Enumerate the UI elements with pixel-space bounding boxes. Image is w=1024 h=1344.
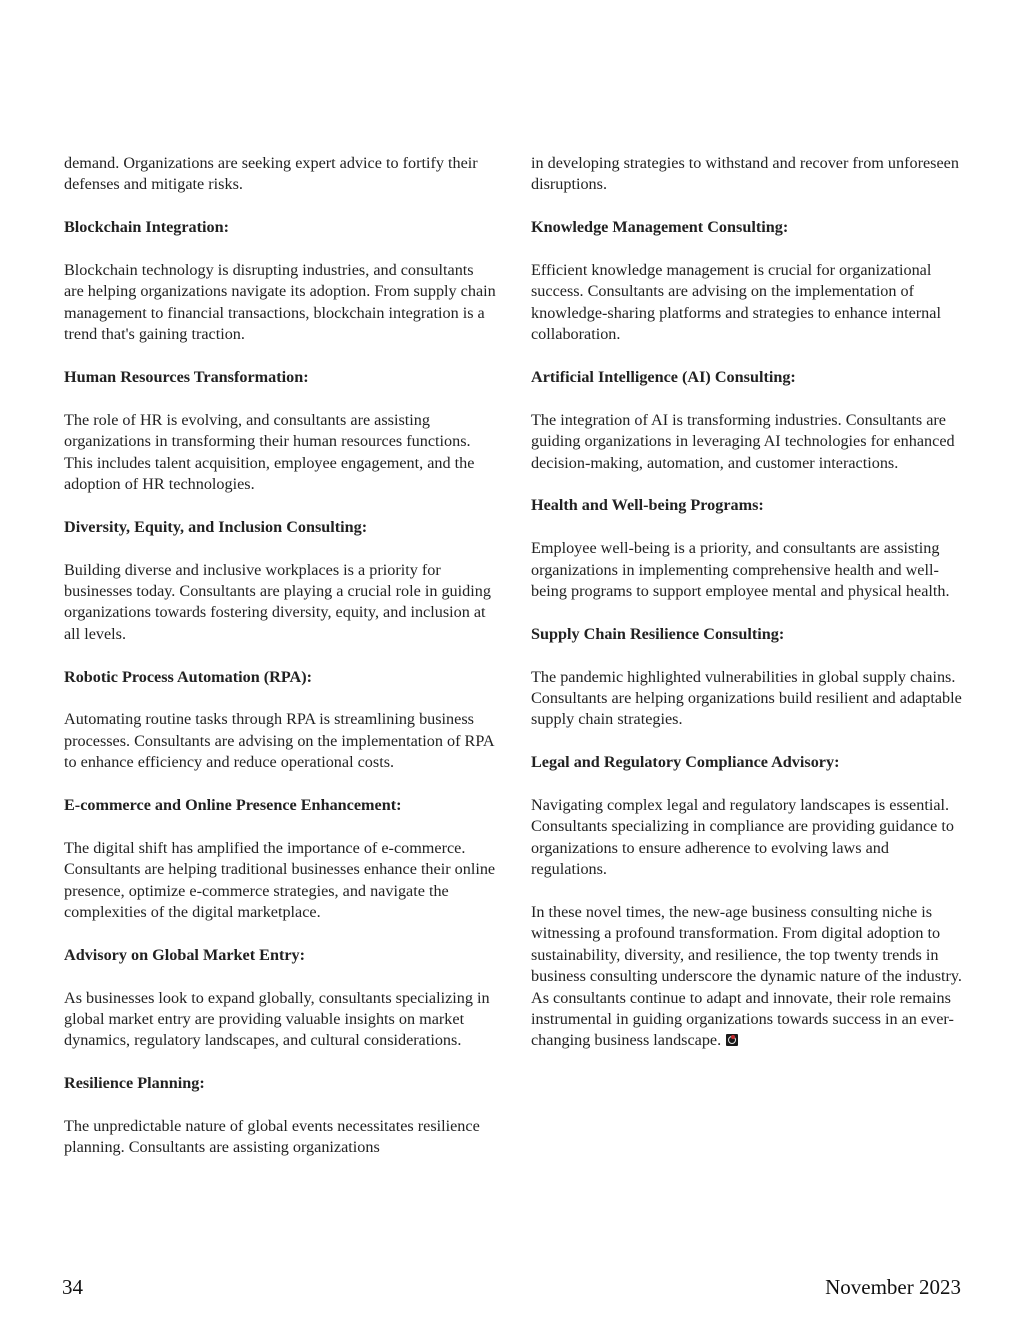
section-heading-rpa: Robotic Process Automation (RPA): <box>64 667 313 686</box>
section-heading-hr: Human Resources Transformation: <box>64 368 309 387</box>
issue-date: November 2023 <box>825 1275 961 1299</box>
section-body-resilience: The unpredictable nature of global events necessitates resilience planning. Consultants are assisting organizations <box>64 1117 480 1157</box>
section-body-knowledge: Efficient knowledge management is crucial for organizational success. Consultants are advising on the implementation of knowledge-sharing platforms and strategies to enhance internal collaboration. <box>531 261 941 344</box>
section-heading-legal: Legal and Regulatory Compliance Advisory: <box>531 753 840 772</box>
paragraph: in developing strategies to withstand and recover from unforeseen disruptions. <box>531 154 959 194</box>
article-end-icon <box>726 1034 738 1046</box>
section-heading-blockchain: Blockchain Integration: <box>64 218 230 237</box>
section-heading-dei: Diversity, Equity, and Inclusion Consulting: <box>64 517 368 536</box>
right-column <box>531 153 963 1073</box>
section-heading-resilience: Resilience Planning: <box>64 1074 205 1093</box>
section-body-health: Employee well-being is a priority, and consultants are assisting organizations in implementing comprehensive health and well-being programs to support employee mental and physical health. <box>531 539 950 601</box>
section-heading-health: Health and Well-being Programs: <box>531 496 764 515</box>
section-heading-knowledge: Knowledge Management Consulting: <box>531 218 789 237</box>
conclusion-text: In these novel times, the new-age business consulting niche is witnessing a profound transformation. From digital adoption to sustainability, diversity, and resilience, the top twenty trends in business consulting underscore the dynamic nature of the industry. As consultants continue to adapt and innovate, their role remains instrumental in guiding organizations towards success in an ever-changing business landscape. <box>531 903 962 1050</box>
section-body-supply-chain: The pandemic highlighted vulnerabilities in global supply chains. Consultants are helping organizations build resilient and adaptable supply chain strategies. <box>531 667 962 729</box>
conclusion-paragraph <box>531 902 963 1052</box>
paragraph: demand. Organizations are seeking expert advice to fortify their defenses and mitigate risks. <box>64 154 478 194</box>
section-body-global-market: As businesses look to expand globally, consultants specializing in global market entry are providing valuable insights on market dynamics, regulatory landscapes, and cultural considerations. <box>64 988 490 1050</box>
section-body-dei: Building diverse and inclusive workplaces is a priority for businesses today. Consultants are playing a crucial role in guiding organizations towards fostering diversity, equity, and inclusion at all levels. <box>64 560 491 643</box>
left-column <box>64 153 496 1180</box>
page-number: 34 <box>62 1275 83 1299</box>
section-heading-supply-chain: Supply Chain Resilience Consulting: <box>531 624 785 643</box>
section-body-ecommerce: The digital shift has amplified the importance of e-commerce. Consultants are helping traditional businesses enhance their online presence, optimize e-commerce strategies, and navigate the complexities of the digital marketplace. <box>64 838 496 922</box>
section-heading-ai: Artificial Intelligence (AI) Consulting: <box>531 368 796 387</box>
section-body-legal: Navigating complex legal and regulatory landscapes is essential. Consultants specializing in compliance are providing guidance to organizations to ensure adherence to evolving laws and regulations. <box>531 796 955 879</box>
section-heading-global-market: Advisory on Global Market Entry: <box>64 945 306 964</box>
section-heading-ecommerce: E-commerce and Online Presence Enhancement: <box>64 796 402 815</box>
section-body-blockchain: Blockchain technology is disrupting industries, and consultants are helping organizations navigate its adoption. From supply chain management to financial transactions, blockchain integration is a trend that's gaining traction. <box>64 261 496 344</box>
section-body-ai: The integration of AI is transforming industries. Consultants are guiding organizations in leveraging AI technologies for enhanced decision-making, automation, and customer interactions. <box>531 410 955 472</box>
section-body-hr: The role of HR is evolving, and consultants are assisting organizations in transforming their human resources functions. This includes talent acquisition, employee engagement, and the adoption of HR technologies. <box>64 410 475 494</box>
section-body-rpa: Automating routine tasks through RPA is streamlining business processes. Consultants are advising on the implementation of RPA to enhance efficiency and reduce operational costs. <box>64 710 494 772</box>
